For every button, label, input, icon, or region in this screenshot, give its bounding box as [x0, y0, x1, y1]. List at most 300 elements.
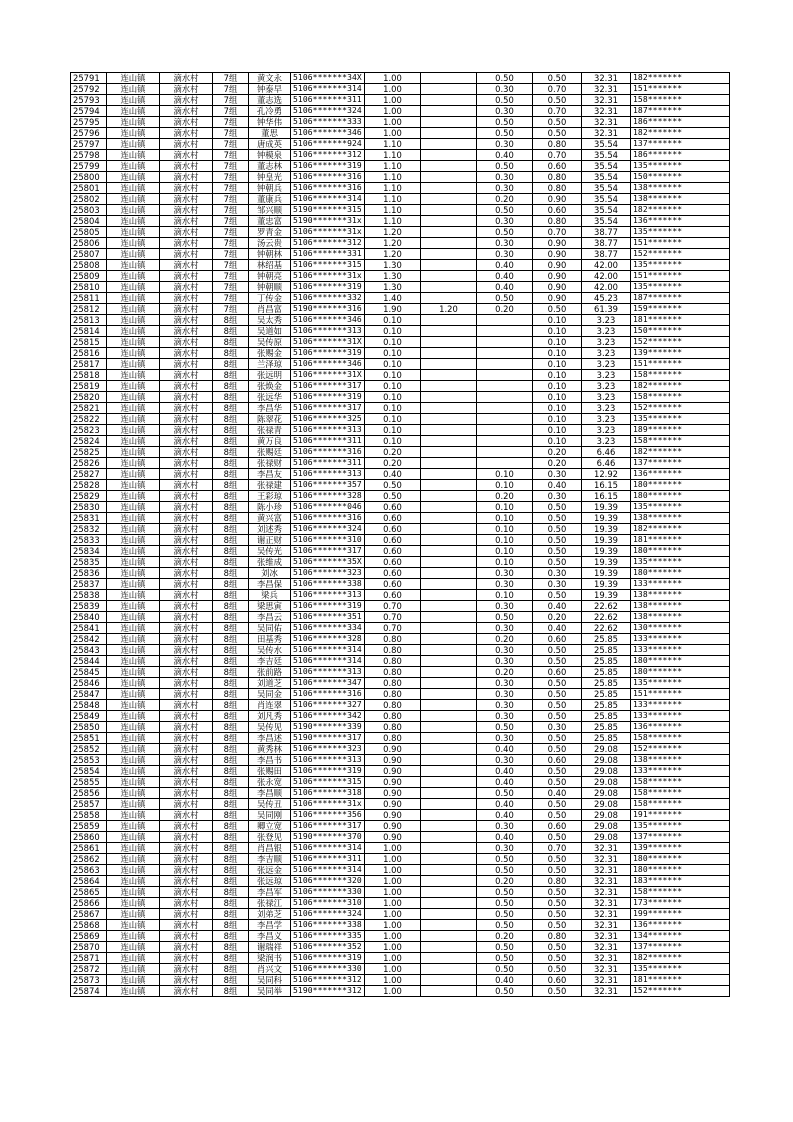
total-area-cell: 0.90 — [365, 777, 421, 788]
table-row — [71, 711, 730, 722]
table-row — [71, 854, 730, 865]
total-area-cell: 0.10 — [365, 337, 421, 348]
area-d-cell: 0.60 — [533, 821, 582, 832]
amount-cell: 19.39 — [582, 568, 631, 579]
table-row — [71, 667, 730, 678]
name-cell: 丁传金 — [249, 293, 291, 304]
area-d-cell: 0.50 — [533, 678, 582, 689]
village-cell: 滴水村 — [160, 678, 213, 689]
table-row — [71, 799, 730, 810]
total-area-cell: 0.50 — [365, 491, 421, 502]
town-cell: 连山镇 — [107, 898, 160, 909]
town-cell: 连山镇 — [107, 821, 160, 832]
table-row — [71, 447, 730, 458]
phone-cell: 182******* — [631, 524, 730, 535]
total-area-cell: 1.00 — [365, 931, 421, 942]
area-d-cell: 0.50 — [533, 304, 582, 315]
area-c-cell: 0.10 — [477, 557, 533, 568]
name-cell: 董忠富 — [249, 216, 291, 227]
area-d-cell: 0.50 — [533, 513, 582, 524]
name-cell: 肖兴文 — [249, 964, 291, 975]
area-d-cell: 0.80 — [533, 216, 582, 227]
area-d-cell: 0.50 — [533, 777, 582, 788]
amount-cell: 19.39 — [582, 590, 631, 601]
amount-cell: 32.31 — [582, 73, 631, 84]
phone-cell: 158******* — [631, 887, 730, 898]
village-cell: 滴水村 — [160, 854, 213, 865]
area-b-cell — [421, 546, 477, 557]
phone-cell: 133******* — [631, 634, 730, 645]
area-b-cell — [421, 799, 477, 810]
group-cell: 8组 — [213, 832, 249, 843]
group-cell: 7组 — [213, 73, 249, 84]
name-cell: 田基秀 — [249, 634, 291, 645]
amount-cell: 32.31 — [582, 964, 631, 975]
area-d-cell: 0.20 — [533, 612, 582, 623]
group-cell: 8组 — [213, 436, 249, 447]
total-area-cell: 1.00 — [365, 975, 421, 986]
area-d-cell: 0.10 — [533, 436, 582, 447]
phone-cell: 133******* — [631, 579, 730, 590]
phone-cell: 181******* — [631, 975, 730, 986]
row-number-cell: 25792 — [71, 84, 107, 95]
group-cell: 8组 — [213, 854, 249, 865]
name-cell: 孔冷勇 — [249, 106, 291, 117]
table-row — [71, 546, 730, 557]
area-c-cell: 0.30 — [477, 656, 533, 667]
total-area-cell: 0.60 — [365, 513, 421, 524]
area-b-cell — [421, 645, 477, 656]
row-number-cell: 25824 — [71, 436, 107, 447]
amount-cell: 29.08 — [582, 821, 631, 832]
table-row — [71, 887, 730, 898]
area-c-cell — [477, 370, 533, 381]
total-area-cell: 0.60 — [365, 546, 421, 557]
phone-cell: 138******* — [631, 194, 730, 205]
group-cell: 8组 — [213, 865, 249, 876]
area-c-cell: 0.30 — [477, 84, 533, 95]
village-cell: 滴水村 — [160, 480, 213, 491]
village-cell: 滴水村 — [160, 304, 213, 315]
name-cell: 罗青金 — [249, 227, 291, 238]
area-d-cell: 0.30 — [533, 491, 582, 502]
total-area-cell: 0.90 — [365, 832, 421, 843]
amount-cell: 32.31 — [582, 117, 631, 128]
amount-cell: 42.00 — [582, 282, 631, 293]
town-cell: 连山镇 — [107, 579, 160, 590]
phone-cell: 139******* — [631, 843, 730, 854]
total-area-cell: 0.20 — [365, 458, 421, 469]
row-number-cell: 25796 — [71, 128, 107, 139]
area-b-cell — [421, 95, 477, 106]
amount-cell: 19.39 — [582, 535, 631, 546]
row-number-cell: 25848 — [71, 700, 107, 711]
id-number-cell: 5106*******323 — [291, 568, 365, 579]
amount-cell: 25.85 — [582, 700, 631, 711]
total-area-cell: 0.60 — [365, 535, 421, 546]
id-number-cell: 5106*******319 — [291, 282, 365, 293]
table-row — [71, 645, 730, 656]
area-c-cell: 0.50 — [477, 128, 533, 139]
village-cell: 滴水村 — [160, 810, 213, 821]
group-cell: 8组 — [213, 425, 249, 436]
id-number-cell: 5190*******370 — [291, 832, 365, 843]
amount-cell: 32.31 — [582, 975, 631, 986]
id-number-cell: 5106*******924 — [291, 139, 365, 150]
row-number-cell: 25794 — [71, 106, 107, 117]
name-cell: 李昌军 — [249, 887, 291, 898]
group-cell: 7组 — [213, 161, 249, 172]
town-cell: 连山镇 — [107, 128, 160, 139]
phone-cell: 173******* — [631, 898, 730, 909]
table-row — [71, 755, 730, 766]
phone-cell: 159******* — [631, 304, 730, 315]
group-cell: 8组 — [213, 942, 249, 953]
total-area-cell: 0.10 — [365, 425, 421, 436]
row-number-cell: 25826 — [71, 458, 107, 469]
area-c-cell: 0.40 — [477, 799, 533, 810]
phone-cell: 189******* — [631, 425, 730, 436]
village-cell: 滴水村 — [160, 898, 213, 909]
area-c-cell: 0.30 — [477, 172, 533, 183]
area-b-cell — [421, 172, 477, 183]
name-cell: 吴传原 — [249, 337, 291, 348]
phone-cell: 138******* — [631, 755, 730, 766]
area-b-cell — [421, 315, 477, 326]
total-area-cell: 1.00 — [365, 106, 421, 117]
name-cell: 吴同刚 — [249, 810, 291, 821]
village-cell: 滴水村 — [160, 953, 213, 964]
amount-cell: 25.85 — [582, 645, 631, 656]
area-b-cell — [421, 865, 477, 876]
town-cell: 连山镇 — [107, 689, 160, 700]
group-cell: 8组 — [213, 535, 249, 546]
id-number-cell: 5106*******316 — [291, 513, 365, 524]
phone-cell: 136******* — [631, 920, 730, 931]
phone-cell: 135******* — [631, 821, 730, 832]
area-d-cell: 0.50 — [533, 953, 582, 964]
group-cell: 8组 — [213, 359, 249, 370]
total-area-cell: 1.00 — [365, 964, 421, 975]
village-cell: 滴水村 — [160, 205, 213, 216]
total-area-cell: 0.80 — [365, 733, 421, 744]
group-cell: 8组 — [213, 568, 249, 579]
row-number-cell: 25810 — [71, 282, 107, 293]
area-d-cell: 0.50 — [533, 711, 582, 722]
amount-cell: 25.85 — [582, 689, 631, 700]
area-d-cell: 0.70 — [533, 106, 582, 117]
row-number-cell: 25847 — [71, 689, 107, 700]
name-cell: 梁润书 — [249, 953, 291, 964]
group-cell: 8组 — [213, 876, 249, 887]
area-c-cell: 0.20 — [477, 667, 533, 678]
table-row — [71, 183, 730, 194]
table-row — [71, 865, 730, 876]
area-c-cell: 0.40 — [477, 282, 533, 293]
name-cell: 张前路 — [249, 667, 291, 678]
row-number-cell: 25799 — [71, 161, 107, 172]
area-d-cell: 0.80 — [533, 183, 582, 194]
total-area-cell: 0.80 — [365, 711, 421, 722]
amount-cell: 35.54 — [582, 172, 631, 183]
town-cell: 连山镇 — [107, 315, 160, 326]
village-cell: 滴水村 — [160, 579, 213, 590]
row-number-cell: 25863 — [71, 865, 107, 876]
amount-cell: 3.23 — [582, 392, 631, 403]
id-number-cell: 5106*******046 — [291, 502, 365, 513]
id-number-cell: 5106*******338 — [291, 579, 365, 590]
group-cell: 7组 — [213, 227, 249, 238]
area-b-cell — [421, 524, 477, 535]
row-number-cell: 25831 — [71, 513, 107, 524]
town-cell: 连山镇 — [107, 84, 160, 95]
phone-cell: 151******* — [631, 84, 730, 95]
row-number-cell: 25859 — [71, 821, 107, 832]
id-number-cell: 5106*******324 — [291, 524, 365, 535]
table-row — [71, 216, 730, 227]
area-c-cell: 0.30 — [477, 700, 533, 711]
id-number-cell: 5106*******319 — [291, 953, 365, 964]
table-row — [71, 249, 730, 260]
amount-cell: 6.46 — [582, 447, 631, 458]
phone-cell: 158******* — [631, 733, 730, 744]
group-cell: 8组 — [213, 623, 249, 634]
group-cell: 8组 — [213, 722, 249, 733]
area-b-cell — [421, 293, 477, 304]
id-number-cell: 5106*******320 — [291, 876, 365, 887]
total-area-cell: 0.10 — [365, 315, 421, 326]
village-cell: 滴水村 — [160, 502, 213, 513]
area-b-cell — [421, 436, 477, 447]
phone-cell: 137******* — [631, 458, 730, 469]
name-cell: 谢正财 — [249, 535, 291, 546]
village-cell: 滴水村 — [160, 975, 213, 986]
phone-cell: 137******* — [631, 942, 730, 953]
village-cell: 滴水村 — [160, 612, 213, 623]
row-number-cell: 25812 — [71, 304, 107, 315]
amount-cell: 32.31 — [582, 909, 631, 920]
name-cell: 钟朝亮 — [249, 271, 291, 282]
row-number-cell: 25811 — [71, 293, 107, 304]
name-cell: 张维成 — [249, 557, 291, 568]
area-d-cell: 0.50 — [533, 733, 582, 744]
row-number-cell: 25791 — [71, 73, 107, 84]
id-number-cell: 5106*******319 — [291, 392, 365, 403]
amount-cell: 32.31 — [582, 84, 631, 95]
area-b-cell — [421, 84, 477, 95]
village-cell: 滴水村 — [160, 414, 213, 425]
town-cell: 连山镇 — [107, 73, 160, 84]
area-c-cell: 0.20 — [477, 304, 533, 315]
amount-cell: 38.77 — [582, 249, 631, 260]
total-area-cell: 1.30 — [365, 260, 421, 271]
group-cell: 8组 — [213, 337, 249, 348]
village-cell: 滴水村 — [160, 513, 213, 524]
village-cell: 滴水村 — [160, 348, 213, 359]
area-c-cell: 0.40 — [477, 975, 533, 986]
name-cell: 张远明 — [249, 370, 291, 381]
table-row — [71, 348, 730, 359]
row-number-cell: 25833 — [71, 535, 107, 546]
id-number-cell: 5106*******324 — [291, 909, 365, 920]
name-cell: 董康兵 — [249, 194, 291, 205]
total-area-cell: 0.80 — [365, 656, 421, 667]
total-area-cell: 1.00 — [365, 898, 421, 909]
group-cell: 7组 — [213, 172, 249, 183]
village-cell: 滴水村 — [160, 238, 213, 249]
town-cell: 连山镇 — [107, 667, 160, 678]
area-b-cell — [421, 689, 477, 700]
area-d-cell: 0.10 — [533, 337, 582, 348]
area-d-cell: 0.90 — [533, 271, 582, 282]
phone-cell: 151******* — [631, 271, 730, 282]
area-c-cell: 0.50 — [477, 73, 533, 84]
town-cell: 连山镇 — [107, 975, 160, 986]
phone-cell: 158******* — [631, 799, 730, 810]
id-number-cell: 5106*******313 — [291, 755, 365, 766]
area-d-cell: 0.10 — [533, 392, 582, 403]
row-number-cell: 25858 — [71, 810, 107, 821]
amount-cell: 32.31 — [582, 843, 631, 854]
village-cell: 滴水村 — [160, 799, 213, 810]
town-cell: 连山镇 — [107, 799, 160, 810]
table-row — [71, 260, 730, 271]
group-cell: 7组 — [213, 205, 249, 216]
village-cell: 滴水村 — [160, 623, 213, 634]
row-number-cell: 25795 — [71, 117, 107, 128]
total-area-cell: 0.60 — [365, 557, 421, 568]
town-cell: 连山镇 — [107, 964, 160, 975]
row-number-cell: 25839 — [71, 601, 107, 612]
total-area-cell: 1.00 — [365, 84, 421, 95]
town-cell: 连山镇 — [107, 524, 160, 535]
row-number-cell: 25828 — [71, 480, 107, 491]
table-row — [71, 524, 730, 535]
phone-cell: 151******* — [631, 689, 730, 700]
village-cell: 滴水村 — [160, 117, 213, 128]
group-cell: 8组 — [213, 964, 249, 975]
town-cell: 连山镇 — [107, 645, 160, 656]
row-number-cell: 25844 — [71, 656, 107, 667]
group-cell: 8组 — [213, 920, 249, 931]
amount-cell: 3.23 — [582, 425, 631, 436]
group-cell: 8组 — [213, 733, 249, 744]
group-cell: 7组 — [213, 117, 249, 128]
phone-cell: 135******* — [631, 161, 730, 172]
phone-cell: 135******* — [631, 678, 730, 689]
table-row — [71, 469, 730, 480]
village-cell: 滴水村 — [160, 656, 213, 667]
area-b-cell — [421, 359, 477, 370]
area-d-cell: 0.90 — [533, 282, 582, 293]
table-row — [71, 557, 730, 568]
table-row — [71, 73, 730, 84]
table-row — [71, 513, 730, 524]
total-area-cell: 0.40 — [365, 469, 421, 480]
area-c-cell: 0.30 — [477, 645, 533, 656]
id-number-cell: 5106*******352 — [291, 942, 365, 953]
group-cell: 8组 — [213, 821, 249, 832]
name-cell: 黄文永 — [249, 73, 291, 84]
area-c-cell: 0.30 — [477, 755, 533, 766]
village-cell: 滴水村 — [160, 359, 213, 370]
total-area-cell: 0.10 — [365, 381, 421, 392]
name-cell: 张远金 — [249, 865, 291, 876]
area-d-cell: 0.90 — [533, 293, 582, 304]
area-d-cell: 0.50 — [533, 964, 582, 975]
village-cell: 滴水村 — [160, 843, 213, 854]
group-cell: 7组 — [213, 249, 249, 260]
id-number-cell: 5106*******315 — [291, 260, 365, 271]
total-area-cell: 1.00 — [365, 128, 421, 139]
amount-cell: 3.23 — [582, 403, 631, 414]
row-number-cell: 25806 — [71, 238, 107, 249]
area-b-cell — [421, 403, 477, 414]
town-cell: 连山镇 — [107, 502, 160, 513]
row-number-cell: 25861 — [71, 843, 107, 854]
phone-cell: 158******* — [631, 370, 730, 381]
village-cell: 滴水村 — [160, 821, 213, 832]
group-cell: 8组 — [213, 975, 249, 986]
total-area-cell: 1.00 — [365, 986, 421, 997]
amount-cell: 3.23 — [582, 337, 631, 348]
area-b-cell — [421, 810, 477, 821]
area-b-cell: 1.20 — [421, 304, 477, 315]
id-number-cell: 5106*******323 — [291, 744, 365, 755]
phone-cell: 158******* — [631, 436, 730, 447]
area-c-cell: 0.40 — [477, 766, 533, 777]
id-number-cell: 5106*******310 — [291, 535, 365, 546]
id-number-cell: 5106*******313 — [291, 326, 365, 337]
table-row — [71, 436, 730, 447]
phone-cell: 152******* — [631, 744, 730, 755]
area-b-cell — [421, 568, 477, 579]
area-c-cell: 0.50 — [477, 854, 533, 865]
row-number-cell: 25817 — [71, 359, 107, 370]
group-cell: 8组 — [213, 799, 249, 810]
phone-cell: 136******* — [631, 722, 730, 733]
area-d-cell: 0.50 — [533, 854, 582, 865]
id-number-cell: 5106*******34X — [291, 73, 365, 84]
name-cell: 梁思寅 — [249, 601, 291, 612]
amount-cell: 45.23 — [582, 293, 631, 304]
area-c-cell: 0.30 — [477, 711, 533, 722]
village-cell: 滴水村 — [160, 766, 213, 777]
phone-cell: 151******* — [631, 238, 730, 249]
name-cell: 李昌华 — [249, 403, 291, 414]
name-cell: 董志选 — [249, 95, 291, 106]
table-row — [71, 282, 730, 293]
phone-cell: 180******* — [631, 480, 730, 491]
amount-cell: 16.15 — [582, 491, 631, 502]
area-d-cell: 0.60 — [533, 755, 582, 766]
name-cell: 吴传丑 — [249, 799, 291, 810]
id-number-cell: 5106*******316 — [291, 689, 365, 700]
area-c-cell: 0.20 — [477, 876, 533, 887]
town-cell: 连山镇 — [107, 887, 160, 898]
village-cell: 滴水村 — [160, 381, 213, 392]
town-cell: 连山镇 — [107, 205, 160, 216]
table-row — [71, 381, 730, 392]
phone-cell: 137******* — [631, 832, 730, 843]
total-area-cell: 0.10 — [365, 359, 421, 370]
area-b-cell — [421, 788, 477, 799]
table-row — [71, 942, 730, 953]
table-row — [71, 425, 730, 436]
row-number-cell: 25855 — [71, 777, 107, 788]
village-cell: 滴水村 — [160, 590, 213, 601]
amount-cell: 29.08 — [582, 755, 631, 766]
